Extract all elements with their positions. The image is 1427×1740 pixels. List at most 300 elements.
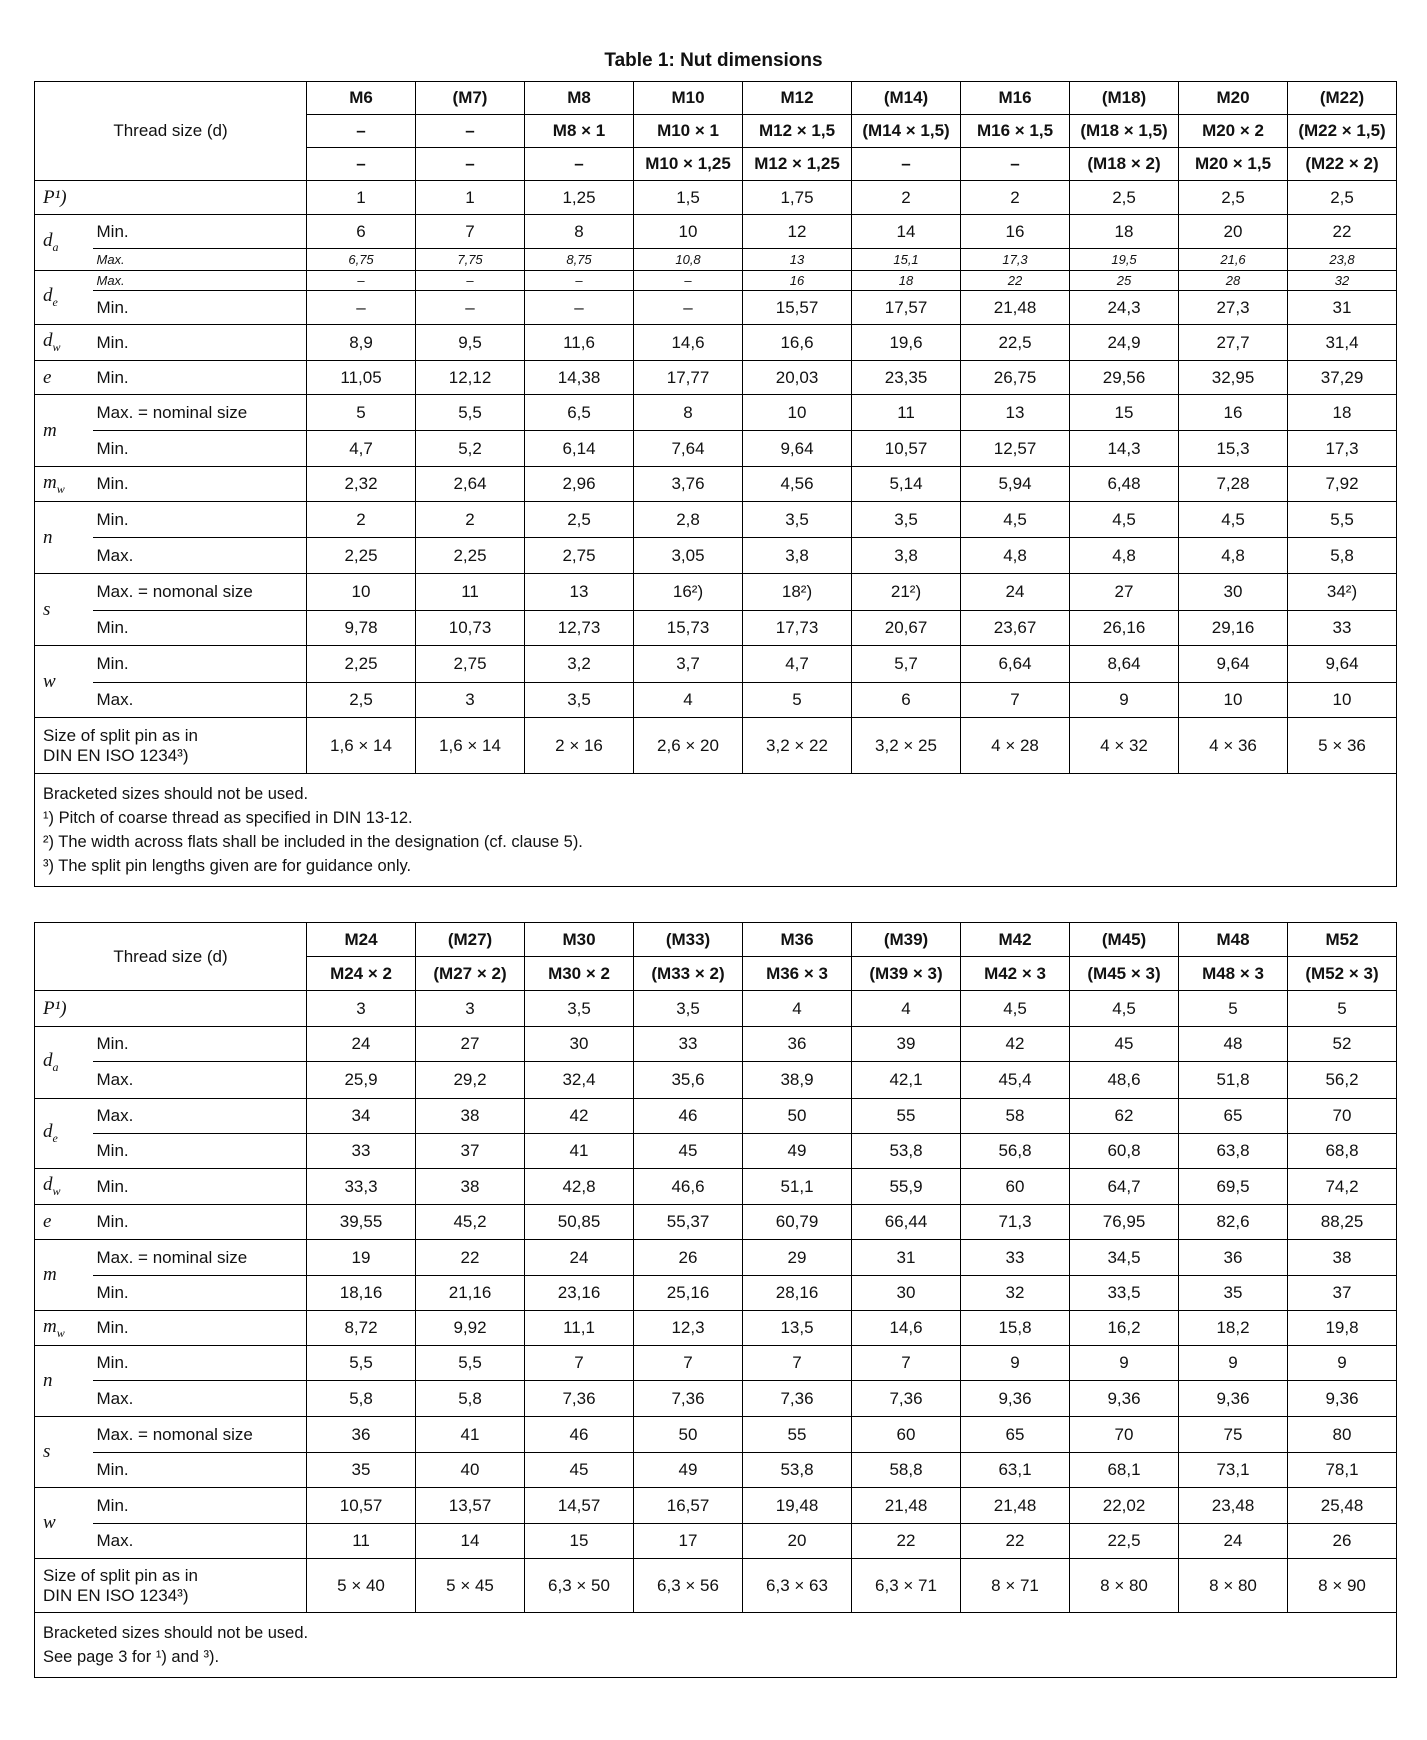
column-header: M10 × 1,25 (634, 148, 743, 181)
table-cell: 5,8 (416, 1381, 525, 1417)
table-cell: 21,16 (416, 1276, 525, 1311)
table-cell: 24 (307, 1027, 416, 1062)
table-cell: 19 (307, 1240, 416, 1276)
row-symbol (35, 395, 93, 467)
table-cell: 41 (416, 1417, 525, 1453)
table-cell: 3 (416, 683, 525, 718)
table-cell: 76,95 (1070, 1205, 1179, 1240)
table-cell: 31 (1288, 291, 1397, 325)
table-row-split (35, 718, 1397, 774)
table-cell: 3,05 (634, 538, 743, 574)
table-cell: 8,64 (1070, 646, 1179, 683)
symbol-text: e (43, 366, 52, 388)
table-cell: 31 (852, 1240, 961, 1276)
column-header: M10 × 1 (634, 115, 743, 148)
symbol-subscript: e (52, 294, 58, 309)
table-cell: 66,44 (852, 1205, 961, 1240)
row-qualifier: Min. (93, 1276, 307, 1311)
table-cell: 49 (743, 1134, 852, 1169)
table-cell: 69,5 (1179, 1169, 1288, 1205)
row-symbol (35, 1311, 93, 1346)
table-cell: 50 (634, 1417, 743, 1453)
table-cell: 14,38 (525, 361, 634, 395)
row-symbol (35, 325, 93, 361)
table-cell: 32 (961, 1276, 1070, 1311)
table-cell: 33 (961, 1240, 1070, 1276)
table-cell: 24 (1179, 1524, 1288, 1559)
column-header: – (307, 148, 416, 181)
table-cell: 1,6 × 14 (307, 718, 416, 774)
table-cell: 75 (1179, 1417, 1288, 1453)
table-cell: 33 (1288, 611, 1397, 646)
table-cell: 4,5 (961, 502, 1070, 538)
table-cell: 7 (416, 215, 525, 249)
table-cell: 36 (743, 1027, 852, 1062)
footnote: Bracketed sizes should not be used. (43, 1624, 309, 1642)
table-cell: 55,37 (634, 1205, 743, 1240)
table-cell: 15 (525, 1524, 634, 1559)
table-cell: 7,64 (634, 431, 743, 467)
table-cell: 60,79 (743, 1205, 852, 1240)
table-cell: 3,8 (743, 538, 852, 574)
table-cell: 58,8 (852, 1453, 961, 1488)
table-cell: 12,3 (634, 1311, 743, 1346)
table-cell: 38 (416, 1099, 525, 1134)
column-header: M10 (634, 82, 743, 115)
table-cell: 3 (307, 991, 416, 1027)
table-cell: 22 (416, 1240, 525, 1276)
symbol-subscript: w (56, 481, 65, 496)
table-cell: 68,1 (1070, 1453, 1179, 1488)
table-cell: 53,8 (743, 1453, 852, 1488)
table-cell: 2 (307, 502, 416, 538)
table-cell: 7,75 (416, 249, 525, 271)
table-cell: 9,92 (416, 1311, 525, 1346)
column-header: M16 (961, 82, 1070, 115)
column-header: M20 × 2 (1179, 115, 1288, 148)
table-cell: 20 (1179, 215, 1288, 249)
row-qualifier: Max. = nominal size (93, 395, 307, 431)
table-cell: 10,57 (307, 1488, 416, 1524)
table-cell: 6 (307, 215, 416, 249)
row-qualifier: Max. (93, 1524, 307, 1559)
table-cell: 6,3 × 71 (852, 1559, 961, 1613)
table-cell: 17,73 (743, 611, 852, 646)
row-qualifier: Min. (93, 361, 307, 395)
table-cell: 34²) (1288, 574, 1397, 611)
row-label-split-pin (35, 718, 307, 774)
table-cell: 4,7 (743, 646, 852, 683)
table-cell: 18,16 (307, 1276, 416, 1311)
row-symbol (35, 215, 93, 271)
row-symbol (35, 1417, 93, 1488)
table-cell: 16 (743, 271, 852, 291)
table-cell: 3,8 (852, 538, 961, 574)
table-cell: 11,05 (307, 361, 416, 395)
table-notes (35, 1613, 1397, 1678)
symbol-text: d (43, 1174, 53, 1196)
table-cell: 7 (743, 1346, 852, 1381)
row-qualifier: Min. (93, 1453, 307, 1488)
symbol-subscript: e (52, 1130, 58, 1145)
table-cell: 4 (634, 683, 743, 718)
table-cell: 2,5 (1288, 181, 1397, 215)
table-cell: 15,73 (634, 611, 743, 646)
table-cell: 2,25 (307, 646, 416, 683)
column-header: (M22 × 1,5) (1288, 115, 1397, 148)
row-label-split-pin (35, 1559, 307, 1613)
table-cell: 6,3 × 50 (525, 1559, 634, 1613)
column-header: (M39) (852, 923, 961, 957)
table-cell: 21,48 (852, 1488, 961, 1524)
table-cell: 16 (961, 215, 1070, 249)
table-cell: 22,5 (1070, 1524, 1179, 1559)
row-qualifier: Min. (93, 1169, 307, 1205)
table-cell: 17 (634, 1524, 743, 1559)
row-qualifier: Min. (93, 1346, 307, 1381)
table-cell: 6,5 (525, 395, 634, 431)
table-cell: 5,5 (307, 1346, 416, 1381)
table-cell: 32,4 (525, 1062, 634, 1099)
table-cell: 2,64 (416, 467, 525, 502)
table-cell: 5,14 (852, 467, 961, 502)
table-cell: 73,1 (1179, 1453, 1288, 1488)
table-cell: 3,7 (634, 646, 743, 683)
table-cell: 27 (416, 1027, 525, 1062)
table-cell: 13 (525, 574, 634, 611)
table-cell: 20,03 (743, 361, 852, 395)
row-symbol (35, 1488, 93, 1559)
column-header: (M39 × 3) (852, 957, 961, 991)
table-cell: – (525, 271, 634, 291)
table-cell: 5,5 (416, 395, 525, 431)
table-cell: 24,9 (1070, 325, 1179, 361)
table-cell: 23,35 (852, 361, 961, 395)
table-cell: 9 (961, 1346, 1070, 1381)
table-cell: 17,77 (634, 361, 743, 395)
symbol-text: w (43, 1512, 56, 1533)
table-cell: 5 (1288, 991, 1397, 1027)
pitch-symbol: P¹) (43, 997, 67, 1019)
table-cell: 29,56 (1070, 361, 1179, 395)
table-cell: 30 (525, 1027, 634, 1062)
table-cell: 22 (961, 271, 1070, 291)
column-header: M20 × 1,5 (1179, 148, 1288, 181)
column-header: M12 (743, 82, 852, 115)
table-cell: 1 (416, 181, 525, 215)
table-cell: 7,92 (1288, 467, 1397, 502)
table-cell: 18,2 (1179, 1311, 1288, 1346)
row-qualifier: Max. (93, 683, 307, 718)
table-cell: 10 (307, 574, 416, 611)
table-cell: 22 (961, 1524, 1070, 1559)
table-cell: 25,9 (307, 1062, 416, 1099)
table-cell: 37 (1288, 1276, 1397, 1311)
table-cell: 71,3 (961, 1205, 1070, 1240)
table-cell: 35 (1179, 1276, 1288, 1311)
table-cell: 9,36 (961, 1381, 1070, 1417)
row-qualifier: Min. (93, 215, 307, 249)
table-cell: 8 (525, 215, 634, 249)
table-cell: 34,5 (1070, 1240, 1179, 1276)
column-header: (M22) (1288, 82, 1397, 115)
table-cell: 7,36 (743, 1381, 852, 1417)
table-cell: 6,64 (961, 646, 1070, 683)
table-cell: 63,8 (1179, 1134, 1288, 1169)
table-row-de-min (35, 291, 1397, 325)
table-cell: 14,3 (1070, 431, 1179, 467)
table-cell: 41 (525, 1134, 634, 1169)
table-cell: 3,5 (634, 991, 743, 1027)
symbol-text: d (43, 230, 53, 252)
column-header: (M18) (1070, 82, 1179, 115)
table-row-da-min (35, 215, 1397, 249)
table-cell: 9,36 (1070, 1381, 1179, 1417)
table-cell: 23,8 (1288, 249, 1397, 271)
table-cell: 14,57 (525, 1488, 634, 1524)
table-cell: 2 (416, 502, 525, 538)
table-row-m-max (35, 1240, 1397, 1276)
table-cell: 10,57 (852, 431, 961, 467)
table-cell: 31,4 (1288, 325, 1397, 361)
row-label-pitch (35, 181, 307, 215)
table-cell: 65 (1179, 1099, 1288, 1134)
column-header: M30 × 2 (525, 957, 634, 991)
table-cell: 4,5 (961, 991, 1070, 1027)
table-cell: 2,25 (416, 538, 525, 574)
table-cell: 21²) (852, 574, 961, 611)
table-cell: 24 (525, 1240, 634, 1276)
table-cell: 4 × 32 (1070, 718, 1179, 774)
row-qualifier: Min. (93, 646, 307, 683)
table-row-m-min (35, 1276, 1397, 1311)
column-header: (M14 × 1,5) (852, 115, 961, 148)
column-header: M42 (961, 923, 1070, 957)
table-cell: 7,36 (525, 1381, 634, 1417)
table-cell: 9 (1179, 1346, 1288, 1381)
table-cell: 8 × 80 (1070, 1559, 1179, 1613)
table-cell: 4,56 (743, 467, 852, 502)
table-cell: 24,3 (1070, 291, 1179, 325)
table-notes (35, 774, 1397, 887)
table-cell: 38 (1288, 1240, 1397, 1276)
column-header: M12 × 1,5 (743, 115, 852, 148)
table-cell: 14 (852, 215, 961, 249)
table-cell: 10 (634, 215, 743, 249)
table-cell: 12,73 (525, 611, 634, 646)
table-cell: 45,4 (961, 1062, 1070, 1099)
table-row-mw-min (35, 467, 1397, 502)
column-header: (M18 × 1,5) (1070, 115, 1179, 148)
table-cell: 36 (1179, 1240, 1288, 1276)
table-cell: 6,48 (1070, 467, 1179, 502)
row-qualifier: Min. (93, 611, 307, 646)
table-cell: 35 (307, 1453, 416, 1488)
table-cell: 29 (743, 1240, 852, 1276)
table-cell: 1,25 (525, 181, 634, 215)
column-header: M8 × 1 (525, 115, 634, 148)
table-cell: 9,64 (1288, 646, 1397, 683)
table-cell: 4,8 (1070, 538, 1179, 574)
row-symbol (35, 1205, 93, 1240)
thread-size-label: Thread size (d) (35, 82, 307, 181)
column-header: – (525, 148, 634, 181)
table-cell: 21,6 (1179, 249, 1288, 271)
nut-dimensions-table-2 (34, 922, 1397, 1678)
table-cell: 5 × 36 (1288, 718, 1397, 774)
table-cell: 80 (1288, 1417, 1397, 1453)
row-qualifier: Max. (93, 249, 307, 271)
column-header: M24 (307, 923, 416, 957)
table-cell: 4,7 (307, 431, 416, 467)
table-cell: 25,16 (634, 1276, 743, 1311)
table-cell: 45 (634, 1134, 743, 1169)
table-cell: 56,8 (961, 1134, 1070, 1169)
table-cell: 9,36 (1288, 1381, 1397, 1417)
table-cell: 58 (961, 1099, 1070, 1134)
table-row-w-min (35, 646, 1397, 683)
table-cell: 30 (1179, 574, 1288, 611)
footnote: ¹) Pitch of coarse thread as specified in DIN 13-12. (43, 809, 413, 827)
row-qualifier: Max. (93, 271, 307, 291)
table-cell: 12 (743, 215, 852, 249)
split-pin-label-line1: Size of split pin as in (43, 1565, 198, 1585)
table-cell: 4 × 28 (961, 718, 1070, 774)
column-header: M42 × 3 (961, 957, 1070, 991)
table-cell: 17,57 (852, 291, 961, 325)
symbol-text: w (43, 670, 56, 692)
row-qualifier: Min. (93, 502, 307, 538)
notes-row (35, 774, 1397, 887)
table-cell: 39 (852, 1027, 961, 1062)
table-cell: 21,48 (961, 291, 1070, 325)
table-cell: 9 (1070, 1346, 1179, 1381)
symbol-text: d (43, 285, 53, 307)
row-label-pitch (35, 991, 307, 1027)
table-cell: 25 (1070, 271, 1179, 291)
table-cell: 8 (634, 395, 743, 431)
table-cell: 7 (961, 683, 1070, 718)
row-qualifier: Min. (93, 467, 307, 502)
table-cell: 11 (852, 395, 961, 431)
footnote: ³) The split pin lengths given are for guidance only. (43, 857, 412, 875)
table-cell: 17,3 (1288, 431, 1397, 467)
table-cell: 11,6 (525, 325, 634, 361)
table-cell: 15,1 (852, 249, 961, 271)
table-cell: 10,8 (634, 249, 743, 271)
column-header: (M22 × 2) (1288, 148, 1397, 181)
row-qualifier: Max. (93, 1381, 307, 1417)
table-cell: 2,6 × 20 (634, 718, 743, 774)
table-cell: 8,9 (307, 325, 416, 361)
table-cell: 62 (1070, 1099, 1179, 1134)
table-cell: 37 (416, 1134, 525, 1169)
table-cell: 36 (307, 1417, 416, 1453)
symbol-text: m (43, 1315, 57, 1337)
table-cell: 13,5 (743, 1311, 852, 1346)
symbol-text: d (43, 330, 53, 352)
table-cell: 16²) (634, 574, 743, 611)
split-pin-label-line2: DIN EN ISO 1234³) (43, 1585, 189, 1605)
table-cell: 26 (1288, 1524, 1397, 1559)
table-cell: 32 (1288, 271, 1397, 291)
split-pin-label-line2: DIN EN ISO 1234³) (43, 745, 189, 765)
table-cell: 50,85 (525, 1205, 634, 1240)
table-cell: 10,73 (416, 611, 525, 646)
table-cell: 18 (1070, 215, 1179, 249)
column-header: M48 (1179, 923, 1288, 957)
table-cell: 8,75 (525, 249, 634, 271)
table-cell: 2,5 (525, 502, 634, 538)
table-cell: 51,8 (1179, 1062, 1288, 1099)
table-cell: 7 (852, 1346, 961, 1381)
row-qualifier: Max. (93, 1062, 307, 1099)
table-cell: 4 (852, 991, 961, 1027)
table-cell: 74,2 (1288, 1169, 1397, 1205)
table-cell: 18²) (743, 574, 852, 611)
row-symbol (35, 502, 93, 574)
table-cell: 3,2 (525, 646, 634, 683)
table-cell: 45,2 (416, 1205, 525, 1240)
table-cell: 2,25 (307, 538, 416, 574)
header-row (35, 82, 1397, 115)
table-row-w-max (35, 683, 1397, 718)
table-cell: 2,75 (416, 646, 525, 683)
column-header: M48 × 3 (1179, 957, 1288, 991)
row-qualifier: Min. (93, 1027, 307, 1062)
table-cell: 2,32 (307, 467, 416, 502)
table-cell: 19,8 (1288, 1311, 1397, 1346)
table-cell: 9,64 (1179, 646, 1288, 683)
table-cell: 1,6 × 14 (416, 718, 525, 774)
table-title: Table 1: Nut dimensions (604, 50, 823, 71)
row-qualifier: Max. (93, 1099, 307, 1134)
table-row-n-min (35, 502, 1397, 538)
table-cell: 42,1 (852, 1062, 961, 1099)
table-cell: 46 (525, 1417, 634, 1453)
table-cell: 27,7 (1179, 325, 1288, 361)
table-cell: – (416, 271, 525, 291)
table-cell: 33,5 (1070, 1276, 1179, 1311)
table-cell: 4,5 (1179, 502, 1288, 538)
table-cell: 22,5 (961, 325, 1070, 361)
column-header: – (416, 148, 525, 181)
table-cell: 15 (1070, 395, 1179, 431)
table-row-s-max (35, 1417, 1397, 1453)
table-cell: 2,75 (525, 538, 634, 574)
column-header: M52 (1288, 923, 1397, 957)
table-cell: 8 × 71 (961, 1559, 1070, 1613)
table-cell: 12,12 (416, 361, 525, 395)
table-cell: 24 (961, 574, 1070, 611)
symbol-text: s (43, 598, 51, 620)
column-header: (M33 × 2) (634, 957, 743, 991)
table-cell: 4,8 (961, 538, 1070, 574)
table-cell: 64,7 (1070, 1169, 1179, 1205)
table-cell: 42 (961, 1027, 1070, 1062)
table-cell: 1,5 (634, 181, 743, 215)
table-row-w-min (35, 1488, 1397, 1524)
table-cell: 37,29 (1288, 361, 1397, 395)
table-cell: 6 (852, 683, 961, 718)
table-cell: 21,48 (961, 1488, 1070, 1524)
table-cell: 25,48 (1288, 1488, 1397, 1524)
table-cell: 30 (852, 1276, 961, 1311)
table-cell: 45 (1070, 1027, 1179, 1062)
row-qualifier: Max. = nomonal size (93, 574, 307, 611)
table-cell: 5 (743, 683, 852, 718)
symbol-subscript: w (56, 1325, 65, 1340)
